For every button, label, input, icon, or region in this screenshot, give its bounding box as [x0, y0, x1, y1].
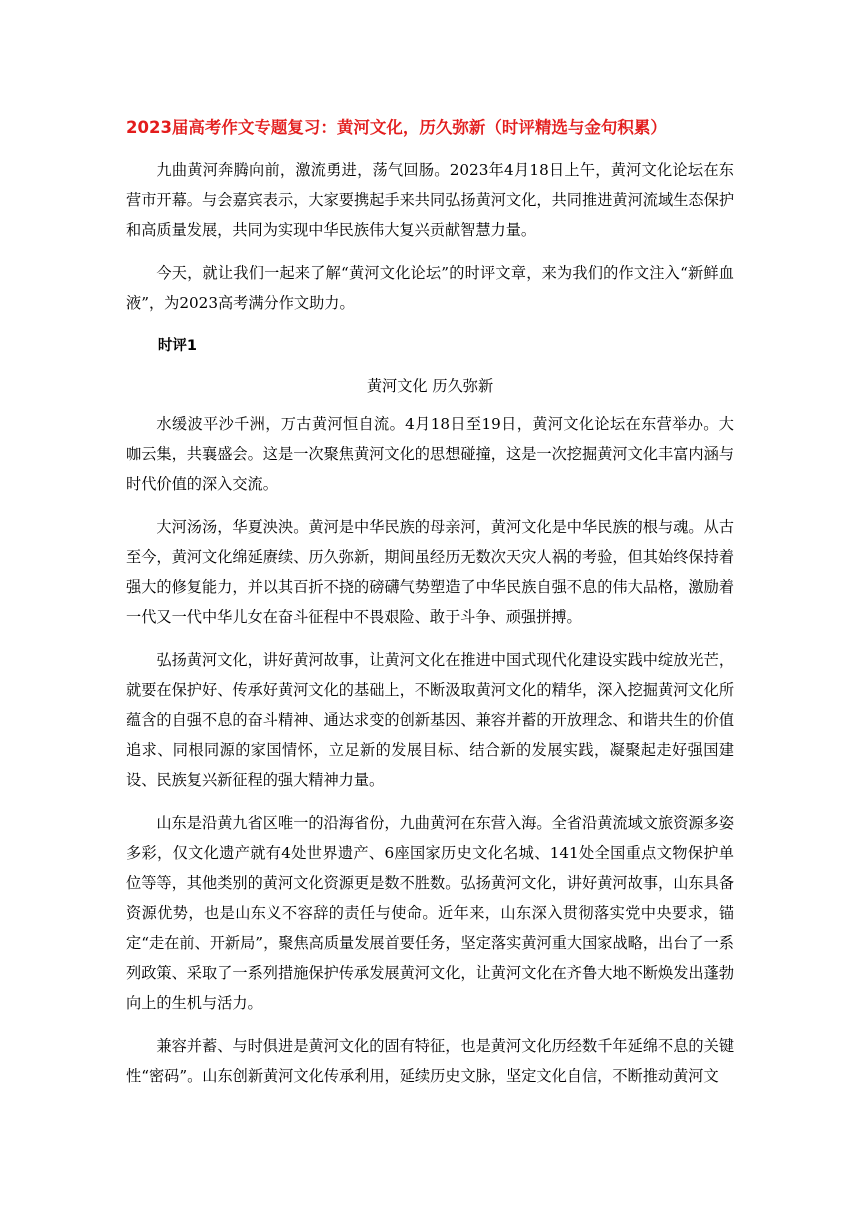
document-title: 2023届高考作文专题复习：黄河文化，历久弥新（时评精选与金句积累） [126, 118, 667, 137]
article-paragraph-4: 山东是沿黄九省区唯一的沿海省份，九曲黄河在东营入海。全省沿黄流域文旅资源多姿多彩，仅文化遗产就有4处世界遗产、6座国家历史文化名城、141处全国重点文物保护单位等等，其他类别的黄河文化资源更是数不胜数。弘扬黄河文化，讲好黄河故事，山东具备资源优势，也是山东义不容辞的责任与使命。近年来，山东深入贯彻落实党中央要求，锚定“走在前、开新局”，聚焦高质量发展首要任务，坚定落实黄河重大国家战略，出台了一系列政策、采取了一系列措施保护传承发展黄河文化，让黄河文化在齐鲁大地不断焕发出蓬勃向上的生机与活力。 [126, 814, 734, 1012]
document-content [126, 113, 734, 1104]
article-title: 黄河文化 历久弥新 [366, 377, 494, 395]
article-paragraph-3: 弘扬黄河文化，讲好黄河故事，让黄河文化在推进中国式现代化建设实践中绽放光芒，就要在保护好、传承好黄河文化的基础上，不断汲取黄河文化的精华，深入挖掘黄河文化所蕴含的自强不息的奋斗精神、通达求变的创新基因、兼容并蓄的开放理念、和谐共生的价值追求、同根同源的家国情怀，立足新的发展目标、结合新的发展实践，凝聚起走好强国建设、民族复兴新征程的强大精神力量。 [126, 651, 734, 789]
intro-paragraph-1: 九曲黄河奔腾向前，激流勇进，荡气回肠。2023年4月18日上午，黄河文化论坛在东营市开幕。与会嘉宾表示，大家要携起手来共同弘扬黄河文化，共同推进黄河流域生态保护和高质量发展，共同为实现中华民族伟大复兴贡献智慧力量。 [126, 161, 734, 239]
article-paragraph-5: 兼容并蓄、与时俱进是黄河文化的固有特征，也是黄河文化历经数千年延绵不息的关键性“密码”。山东创新黄河文化传承利用，延续历史文脉，坚定文化自信，不断推动黄河文 [126, 1037, 734, 1085]
intro-paragraph-2: 今天，就让我们一起来了解“黄河文化论坛”的时评文章，来为我们的作文注入“新鲜血液”，为2023高考满分作文助力。 [126, 264, 734, 312]
article-paragraph-2: 大河汤汤，华夏泱泱。黄河是中华民族的母亲河，黄河文化是中华民族的根与魂。从古至今，黄河文化绵延赓续、历久弥新，期间虽经历无数次天灾人祸的考验，但其始终保持着强大的修复能力，并以其百折不挠的磅礴气势塑造了中华民族自强不息的伟大品格，激励着一代又一代中华儿女在奋斗征程中不畏艰险、敢于斗争、顽强拼搏。 [126, 518, 734, 626]
article-paragraph-1: 水缓波平沙千洲，万古黄河恒自流。4月18日至19日，黄河文化论坛在东营举办。大咖云集，共襄盛会。这是一次聚焦黄河文化的思想碰撞，这是一次挖掘黄河文化丰富内涵与时代价值的深入交流。 [126, 415, 734, 493]
section-label: 时评1 [157, 338, 197, 354]
